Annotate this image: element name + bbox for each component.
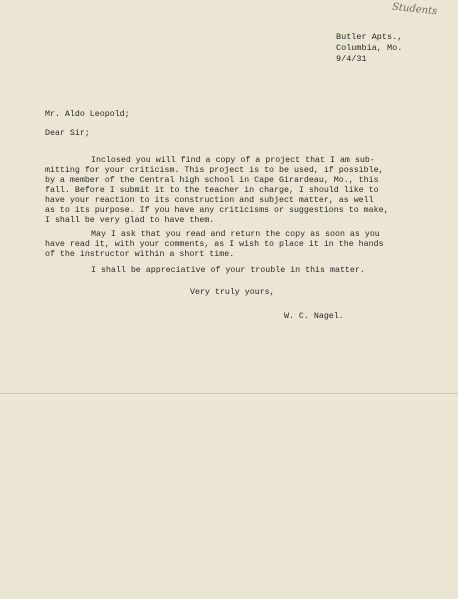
recipient-line: Mr. Aldo Leopold;: [45, 110, 130, 119]
paragraph-2: [45, 230, 384, 260]
paragraph-1-line: I shall be very glad to have them.: [45, 216, 215, 225]
paragraph-1-line: Inclosed you will find a copy of a project that I am sub-: [91, 156, 375, 165]
signature: W. C. Nagel.: [284, 312, 344, 321]
address-line-2: Columbia, Mo.: [336, 43, 403, 53]
address-line-1: Butler Apts.,: [336, 32, 403, 42]
sender-address: [336, 32, 402, 65]
paragraph-1-line: as to its purpose. If you have any criticisms or suggestions to make,: [45, 206, 389, 215]
paragraph-1-line: by a member of the Central high school in Cape Girardeau, Mo., this: [45, 176, 379, 185]
closing: Very truly yours,: [190, 288, 275, 297]
paragraph-1-line: fall. Before I submit it to the teacher in charge, I should like to: [45, 186, 379, 195]
salutation: Dear Sir;: [45, 129, 90, 138]
paragraph-1-line: mitting for your criticism. This project is to be used, if possible,: [45, 166, 384, 175]
paragraph-2-line: of the instructor within a short time.: [45, 250, 235, 259]
paragraph-2-line: May I ask that you read and return the copy as soon as you: [91, 230, 380, 239]
paragraph-1: [45, 156, 389, 226]
paragraph-1-line: have your reaction to its construction and subject matter, as well: [45, 196, 374, 205]
fold-crease: [0, 393, 458, 394]
paragraph-2-line: have read it, with your comments, as I wish to place it in the hands: [45, 240, 384, 249]
address-date: 9/4/31: [336, 54, 367, 64]
handwritten-annotation: Students: [391, 1, 438, 18]
paragraph-3: I shall be appreciative of your trouble in this matter.: [91, 266, 365, 275]
